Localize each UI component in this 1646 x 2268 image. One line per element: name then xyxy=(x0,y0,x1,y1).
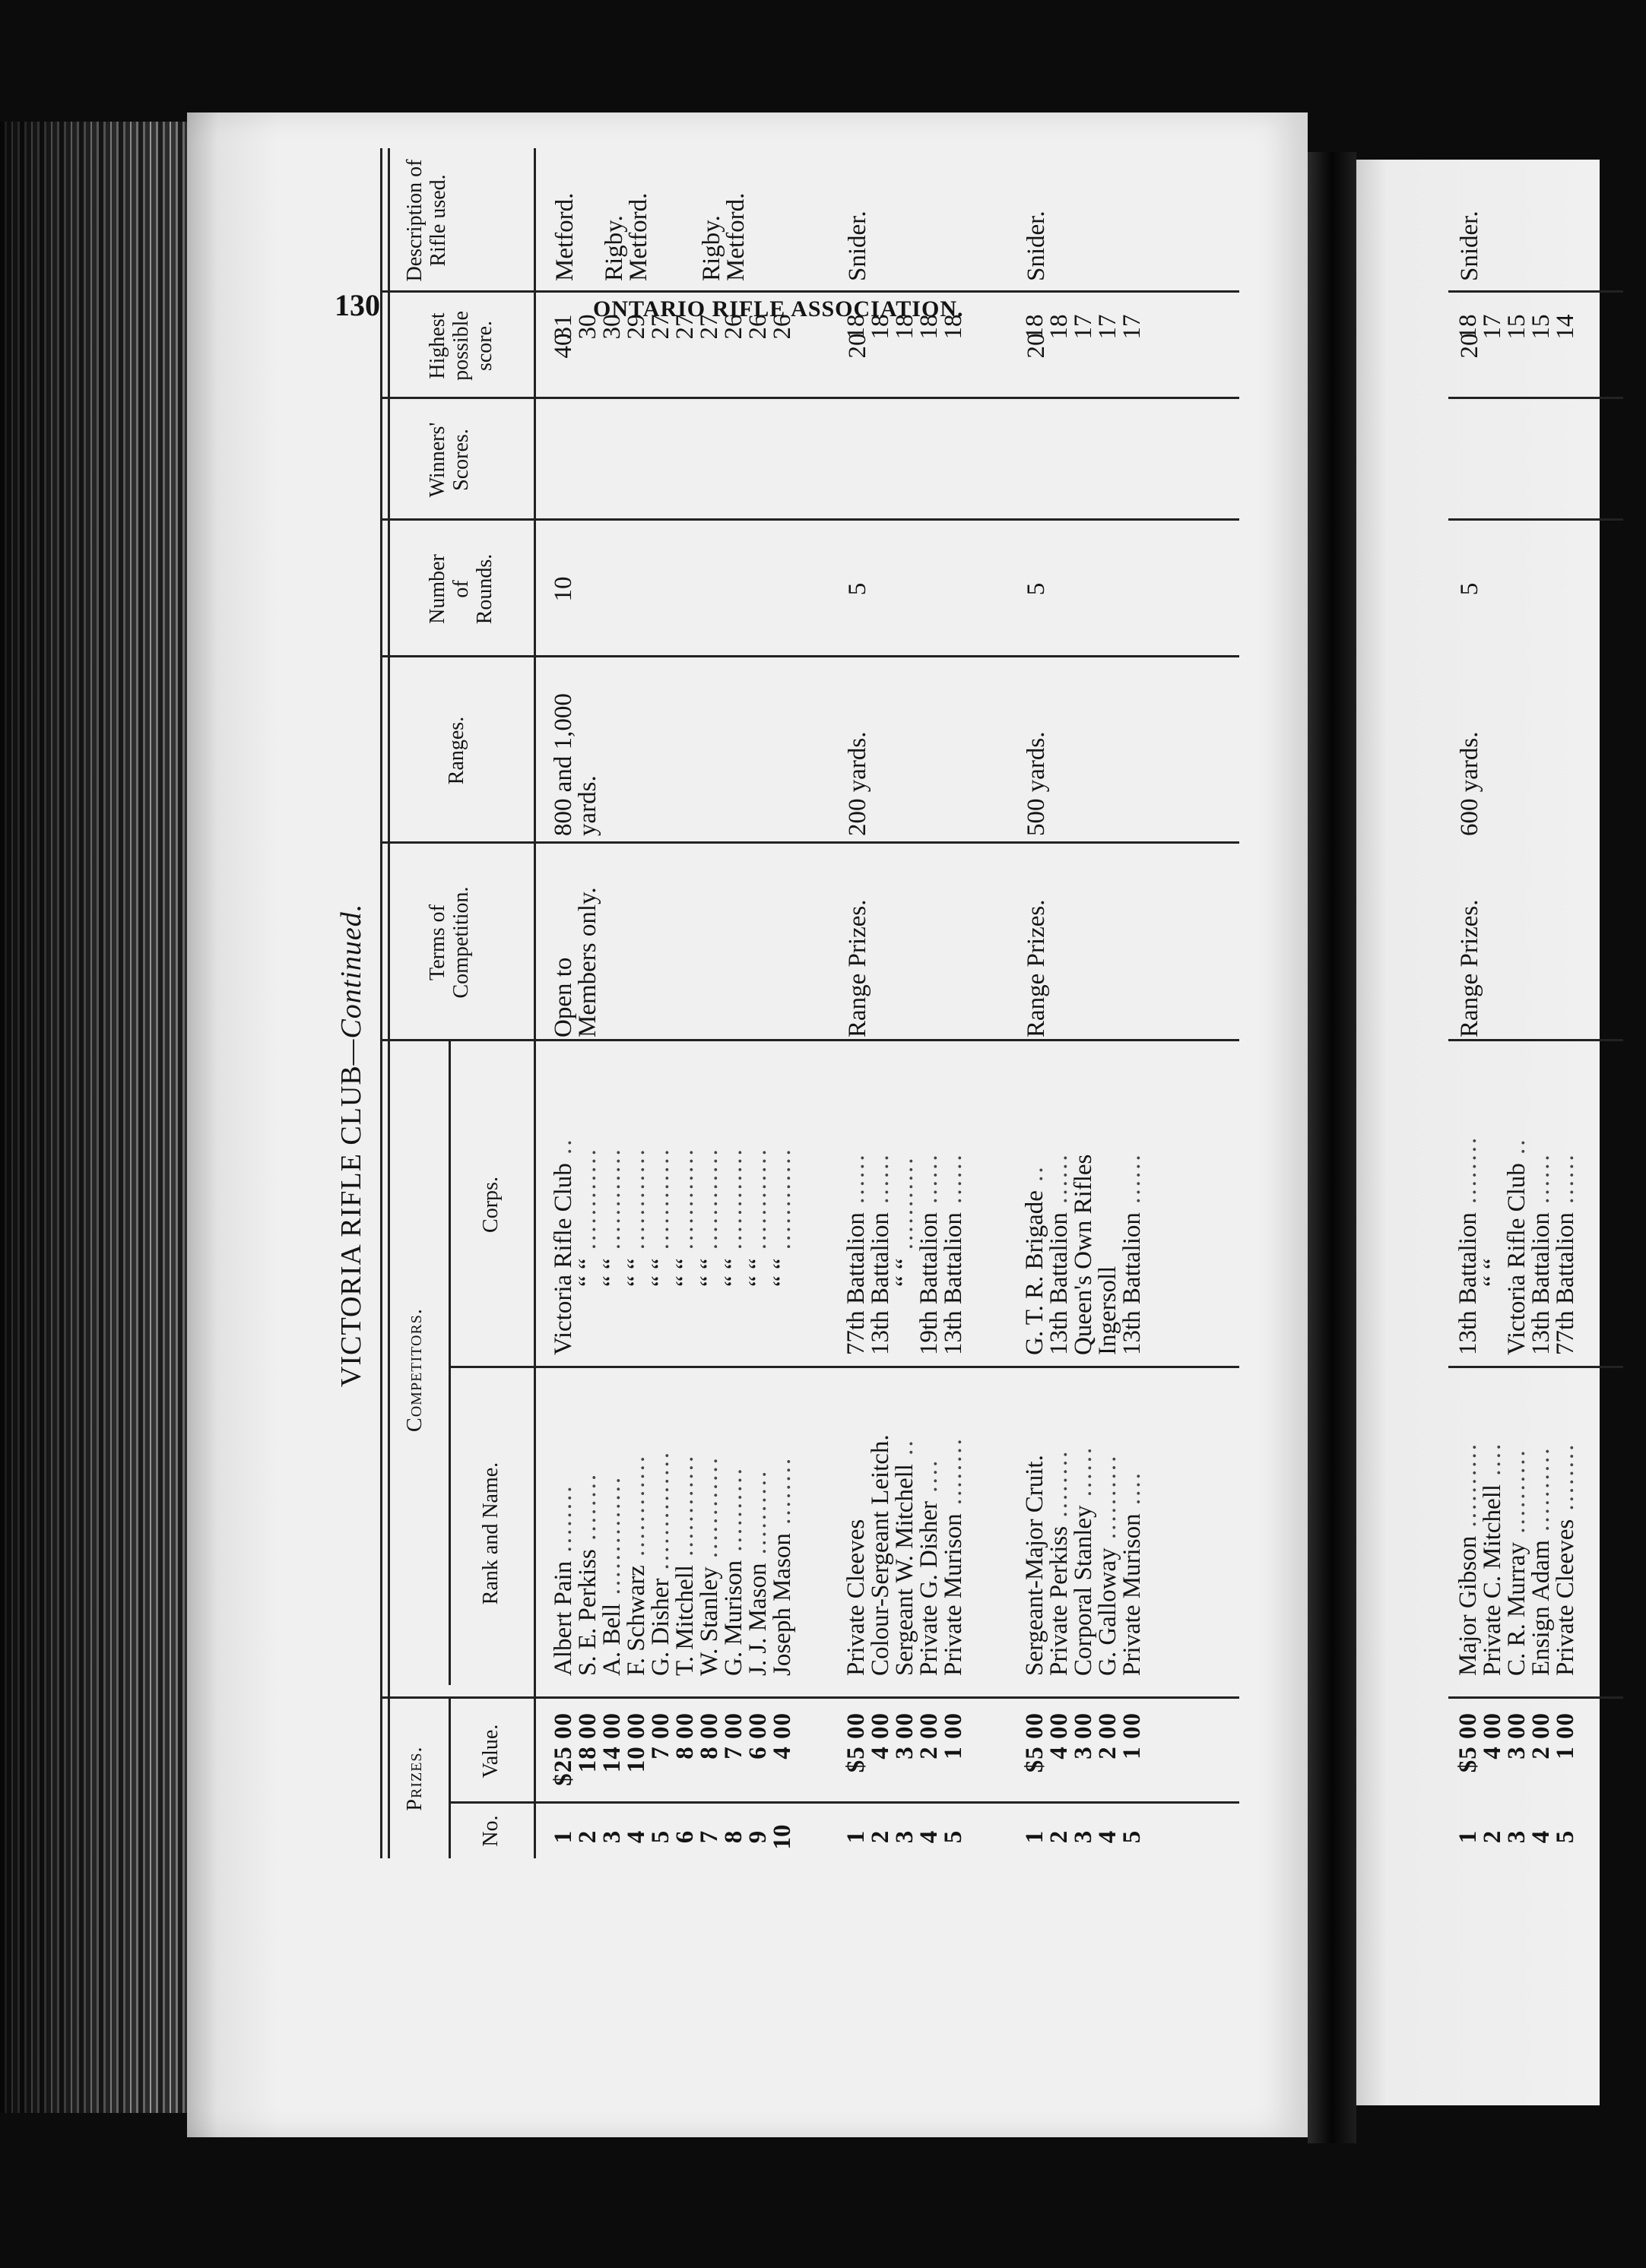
row-value: 6 00 xyxy=(744,1712,772,1760)
section-3-terms: Range Prizes. xyxy=(1023,899,1050,1037)
row-value: 10 00 xyxy=(623,1712,650,1773)
row-score: 26 xyxy=(769,314,796,340)
row-value: $5 00 xyxy=(1454,1712,1482,1773)
section-2-ranges: 200 yards. xyxy=(844,731,871,836)
row-no: 5 xyxy=(647,1830,674,1844)
row-name: F. Schwarz xyxy=(623,1565,650,1676)
row-no: 8 xyxy=(720,1830,747,1844)
table-row: 4 2 00 G. Galloway .......... Ingersoll 17 xyxy=(1096,148,1120,1858)
table-row: 3 3 00 Sergeant W. Mitchell .. “ “ ........... 18 xyxy=(893,148,917,1858)
table-row: 9 6 00 J. J. Mason .......... “ “ ............ 26 xyxy=(746,148,770,1858)
row-name: A. Bell xyxy=(598,1603,626,1676)
table-row: 8 7 00 G. Murison .......... “ “ ............ 26 xyxy=(722,148,746,1858)
row-corps: “ “ xyxy=(769,1258,796,1287)
section-1-highest: 40 xyxy=(550,333,577,359)
table-row: 4 2 00 Ensign Adam .......... 13th Battalion ...... 15 xyxy=(1529,148,1553,1858)
table-row: 2 18 00 S. E. Perkiss ........ “ “ ............ 30 xyxy=(576,148,600,1858)
row-corps: 13th Battalion xyxy=(940,1212,967,1355)
section-3-rounds: 5 xyxy=(1023,582,1050,596)
row-corps: Queen's Own Rifles xyxy=(1070,1154,1097,1355)
row-value: 3 00 xyxy=(1503,1712,1530,1760)
row-no: 1 xyxy=(1021,1830,1048,1844)
group-divider-competitors xyxy=(449,1041,451,1685)
row-score: 27 xyxy=(647,314,674,340)
table-title-continued: —Continued. xyxy=(335,903,367,1066)
row-corps: “ “ xyxy=(744,1258,772,1287)
row-no: 5 xyxy=(1552,1830,1579,1844)
row-score: 18 xyxy=(842,314,870,340)
table-row: 3 14 00 A. Bell .............. “ “ ............ 30 xyxy=(600,148,624,1858)
row-no: 4 xyxy=(623,1830,650,1844)
row-no: 6 xyxy=(671,1830,699,1844)
section-1-rifle-1: Metford. xyxy=(551,192,579,281)
row-name: Private G. Disher xyxy=(915,1500,943,1676)
row-score: 30 xyxy=(574,314,601,340)
header-prizes: Prizes. xyxy=(403,1746,427,1811)
table-row: 1 $25 00 Albert Pain ........ Victoria Rifle Club .. 31 xyxy=(551,148,576,1858)
row-score: 18 xyxy=(867,314,894,340)
row-score: 18 xyxy=(1454,314,1482,340)
row-corps: “ “ xyxy=(696,1258,723,1287)
row-value: 3 00 xyxy=(1070,1712,1097,1760)
header-rounds: Number of Rounds. xyxy=(426,553,496,625)
row-name: Major Gibson xyxy=(1454,1535,1482,1676)
table-row: 1 $5 00 Major Gibson .......... 13th Battalion ........ 18 xyxy=(1456,148,1480,1858)
row-value: 2 00 xyxy=(1094,1712,1121,1760)
row-name: G. Murison xyxy=(720,1560,747,1676)
row-value: 8 00 xyxy=(671,1712,699,1760)
header-rank-name: Rank and Name. xyxy=(479,1462,503,1605)
row-no: 1 xyxy=(1454,1830,1482,1844)
row-corps: 13th Battalion xyxy=(1454,1212,1482,1355)
row-name: Sergeant W. Mitchell xyxy=(891,1464,918,1676)
table-row: 1 $5 00 Sergeant-Major Cruit. G. T. R. Brigade .. 18 xyxy=(1023,148,1047,1858)
row-corps: “ “ xyxy=(623,1258,650,1287)
row-value: 1 00 xyxy=(940,1712,967,1760)
row-value: $5 00 xyxy=(842,1712,870,1773)
row-name: G. Disher xyxy=(647,1578,674,1676)
row-corps: 13th Battalion xyxy=(867,1212,894,1355)
row-corps: “ “ xyxy=(574,1258,601,1287)
row-value: 4 00 xyxy=(769,1712,796,1760)
row-score: 18 xyxy=(940,314,967,340)
facing-page-table xyxy=(1448,148,1646,1858)
section-2-highest: 20 xyxy=(844,333,871,359)
header-competitors: Competitors. xyxy=(403,1308,427,1432)
row-corps: 13th Battalion xyxy=(1527,1212,1555,1355)
row-corps: 13th Battalion xyxy=(1118,1212,1146,1355)
row-no: 2 xyxy=(1045,1830,1073,1844)
row-corps: 13th Battalion xyxy=(1045,1212,1073,1355)
table-row: 6 8 00 T. Mitchell ............ “ “ ............ 27 xyxy=(673,148,697,1858)
facing-rifle: Snider. xyxy=(1456,211,1483,281)
row-name: Joseph Mason xyxy=(769,1533,796,1676)
row-value: 4 00 xyxy=(1479,1712,1506,1760)
row-no: 5 xyxy=(1118,1830,1146,1844)
row-value: 1 00 xyxy=(1118,1712,1146,1760)
row-corps: “ “ xyxy=(1479,1258,1506,1287)
row-score: 31 xyxy=(550,314,577,340)
section-3-highest: 20 xyxy=(1023,333,1050,359)
row-no: 3 xyxy=(1503,1830,1530,1844)
row-score: 18 xyxy=(891,314,918,340)
row-value: 4 00 xyxy=(867,1712,894,1760)
row-value: 18 00 xyxy=(574,1712,601,1773)
row-name: Albert Pain xyxy=(550,1560,577,1676)
row-no: 1 xyxy=(550,1830,577,1844)
table-top-rule xyxy=(380,148,390,1858)
row-name: C. R. Murray xyxy=(1503,1542,1530,1676)
table-row: 4 10 00 F. Schwarz ............ “ “ ............ 29 xyxy=(624,148,649,1858)
row-no: 3 xyxy=(598,1830,626,1844)
section-3-ranges: 500 yards. xyxy=(1023,731,1050,836)
facing-ranges: 600 yards. xyxy=(1456,731,1483,836)
row-value: 7 00 xyxy=(647,1712,674,1760)
table-row: 3 3 00 C. R. Murray .......... Victoria Rifle Club .. 15 xyxy=(1505,148,1529,1858)
facing-rounds: 5 xyxy=(1456,582,1483,596)
section-1-rifle-3: Metford. xyxy=(625,192,652,281)
section-1-terms: Open to Members only. xyxy=(550,887,601,1037)
row-value: 7 00 xyxy=(720,1712,747,1760)
row-corps: “ “ xyxy=(598,1258,626,1287)
page-number: 130 xyxy=(335,288,380,322)
row-corps: “ “ xyxy=(720,1258,747,1287)
row-no: 2 xyxy=(1479,1830,1506,1844)
row-score: 27 xyxy=(671,314,699,340)
section-1-rifle-4: Rigby. xyxy=(698,215,725,281)
row-name: Private Perkiss xyxy=(1045,1525,1073,1676)
row-no: 3 xyxy=(1070,1830,1097,1844)
row-value: 8 00 xyxy=(696,1712,723,1760)
row-name: W. Stanley xyxy=(696,1566,723,1676)
row-score: 29 xyxy=(623,314,650,340)
row-score: 18 xyxy=(1021,314,1048,340)
row-score: 26 xyxy=(744,314,772,340)
row-corps: 19th Battalion xyxy=(915,1212,943,1355)
row-name: Private Murison xyxy=(1118,1513,1146,1676)
header-highest: Highest possible score. xyxy=(426,311,496,381)
row-name: S. E. Perkiss xyxy=(574,1549,601,1676)
table-row: 5 1 00 Private Murison .... 13th Battalion ...... 17 xyxy=(1120,148,1144,1858)
row-score: 17 xyxy=(1094,314,1121,340)
row-no: 7 xyxy=(696,1830,723,1844)
facing-terms: Range Prizes. xyxy=(1456,899,1483,1037)
section-1-rifle-5: Metford. xyxy=(722,192,750,281)
section-1-ranges: 800 and 1,000 yards. xyxy=(550,693,601,836)
row-value: 1 00 xyxy=(1552,1712,1579,1760)
row-corps: “ “ xyxy=(671,1258,699,1287)
row-name: J. J. Mason xyxy=(744,1563,772,1676)
table-row: 7 8 00 W. Stanley ............ “ “ ............ 27 xyxy=(697,148,722,1858)
row-score: 27 xyxy=(696,314,723,340)
row-no: 4 xyxy=(1094,1830,1121,1844)
table-row: 2 4 00 Private Perkiss ........ 13th Battalion ...... 18 xyxy=(1047,148,1071,1858)
row-value: $25 00 xyxy=(550,1712,577,1786)
table-row: 2 4 00 Colour-Sergeant Leitch. 13th Battalion ...... 18 xyxy=(868,148,893,1858)
row-value: 2 00 xyxy=(915,1712,943,1760)
row-value: 3 00 xyxy=(891,1712,918,1760)
row-no: 5 xyxy=(940,1830,967,1844)
facing-highest: 20 xyxy=(1456,333,1483,359)
table-row: 3 3 00 Corporal Stanley ...... Queen's Own Rifles 17 xyxy=(1071,148,1096,1858)
row-no: 2 xyxy=(574,1830,601,1844)
table-row: 10 4 00 Joseph Mason ........ “ “ ............ 26 xyxy=(770,148,794,1858)
section-2-rounds: 5 xyxy=(844,582,871,596)
header-rifle: Description of Rifle used. xyxy=(403,159,450,282)
row-corps: “ “ xyxy=(647,1258,674,1287)
row-no: 4 xyxy=(1527,1830,1555,1844)
row-name: Ensign Adam xyxy=(1527,1540,1555,1676)
row-score: 15 xyxy=(1527,314,1555,340)
row-score: 17 xyxy=(1070,314,1097,340)
row-score: 26 xyxy=(720,314,747,340)
row-score: 18 xyxy=(1045,314,1073,340)
row-name: T. Mitchell xyxy=(671,1564,699,1676)
row-name: Private C. Mitchell xyxy=(1479,1484,1506,1676)
header-ranges: Ranges. xyxy=(445,716,468,785)
row-value: 2 00 xyxy=(1527,1712,1555,1760)
section-3-rifle: Snider. xyxy=(1023,211,1050,281)
row-name: Private Murison xyxy=(940,1513,967,1676)
header-terms: Terms of Competition. xyxy=(426,886,473,999)
header-scores: Winners' Scores. xyxy=(426,422,473,498)
row-corps: Victoria Rifle Club xyxy=(550,1163,577,1355)
table-row: 5 1 00 Private Cleeves ........ 77th Battalion ...... 14 xyxy=(1553,148,1578,1858)
row-name: Corporal Stanley xyxy=(1070,1505,1097,1676)
row-no: 2 xyxy=(867,1830,894,1844)
row-corps: 77th Battalion xyxy=(1552,1212,1579,1355)
row-score: 18 xyxy=(915,314,943,340)
row-value: 4 00 xyxy=(1045,1712,1073,1760)
table-row: 5 7 00 G. Disher .............. “ “ ............ 27 xyxy=(649,148,673,1858)
row-no: 9 xyxy=(744,1830,772,1844)
section-1-rifle-2: Rigby. xyxy=(601,215,628,281)
table-title xyxy=(335,904,368,1387)
section-2-rifle: Snider. xyxy=(844,211,871,281)
row-score: 30 xyxy=(598,314,626,340)
row-no: 1 xyxy=(842,1830,870,1844)
row-corps: 77th Battalion xyxy=(842,1212,870,1355)
row-name: G. Galloway xyxy=(1094,1547,1121,1676)
section-2-terms: Range Prizes. xyxy=(844,899,871,1037)
row-score: 15 xyxy=(1503,314,1530,340)
row-name: Colour-Sergeant Leitch. xyxy=(867,1434,894,1676)
row-name: Sergeant-Major Cruit. xyxy=(1021,1455,1048,1676)
table-row: 5 1 00 Private Murison ........ 13th Battalion ...... 18 xyxy=(941,148,966,1858)
row-corps: Victoria Rifle Club xyxy=(1503,1163,1530,1355)
section-1-rounds: 10 xyxy=(550,576,577,602)
table-row: 4 2 00 Private G. Disher .... 19th Battalion ...... 18 xyxy=(917,148,941,1858)
row-value: $5 00 xyxy=(1021,1712,1048,1773)
row-corps: “ “ xyxy=(891,1258,918,1287)
table-title-main: VICTORIA RIFLE CLUB xyxy=(335,1065,367,1387)
row-name: Private Cleeves xyxy=(1552,1519,1579,1676)
row-score: 17 xyxy=(1118,314,1146,340)
header-no: No. xyxy=(479,1815,503,1847)
header-divider xyxy=(534,148,536,1858)
table-row: 1 $5 00 Private Cleeves 77th Battalion ...... 18 xyxy=(844,148,868,1858)
group-divider-prizes xyxy=(449,1699,451,1858)
header-corps: Corps. xyxy=(479,1177,503,1233)
row-no: 4 xyxy=(915,1830,943,1844)
row-corps: Ingersoll xyxy=(1094,1265,1121,1355)
row-corps: G. T. R. Brigade xyxy=(1021,1190,1048,1355)
row-score: 14 xyxy=(1552,314,1579,340)
table-row: 2 4 00 Private C. Mitchell .... “ “ 17 xyxy=(1480,148,1505,1858)
header-value: Value. xyxy=(479,1724,503,1779)
running-head: ONTARIO RIFLE ASSOCIATION. xyxy=(593,296,964,322)
row-value: 14 00 xyxy=(598,1712,626,1773)
row-no: 10 xyxy=(769,1824,796,1850)
row-no: 3 xyxy=(891,1830,918,1844)
row-name: Private Cleeves xyxy=(842,1519,870,1676)
row-score: 17 xyxy=(1479,314,1506,340)
